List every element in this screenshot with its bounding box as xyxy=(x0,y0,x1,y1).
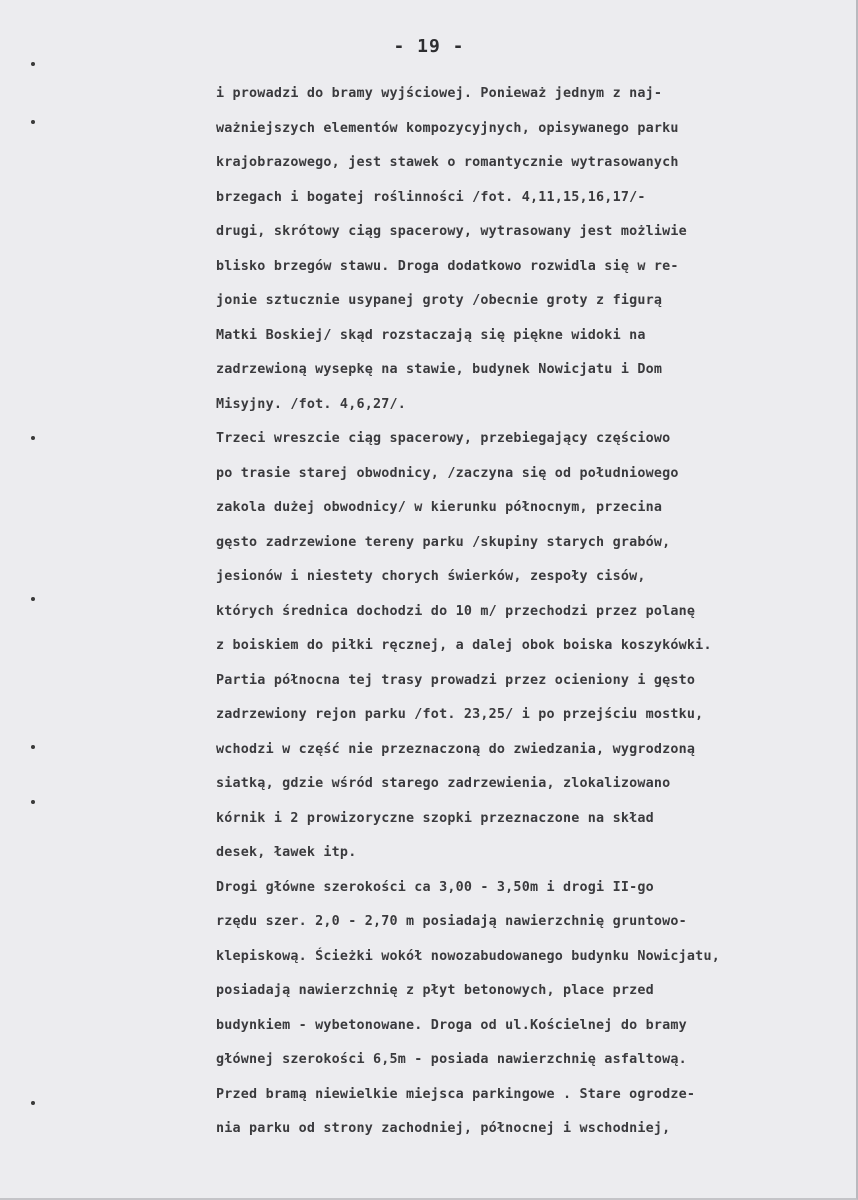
punch-mark xyxy=(31,597,35,601)
body-text xyxy=(216,77,816,1147)
text-line: wchodzi w część nie przeznaczoną do zwiedzania, wygrodzoną xyxy=(216,741,696,757)
punch-mark xyxy=(31,120,35,124)
text-line: blisko brzegów stawu. Droga dodatkowo rozwidla się w re- xyxy=(216,258,679,274)
text-line: jonie sztucznie usypanej groty /obecnie groty z figurą xyxy=(216,293,663,308)
text-line: klepiskową. Ścieżki wokół nowozabudowanego budynku Nowicjatu, xyxy=(216,948,720,964)
text-line: Drogi główne szerokości ca 3,00 - 3,50m i drogi II-go xyxy=(216,879,654,895)
punch-mark xyxy=(31,745,35,749)
punch-mark xyxy=(31,800,35,804)
punch-mark xyxy=(31,1101,35,1105)
text-line: głównej szerokości 6,5m - posiada nawierzchnię asfaltową. xyxy=(216,1052,687,1067)
text-line: Trzeci wreszcie ciąg spacerowy, przebiegający częściowo xyxy=(216,431,671,446)
text-line: zakola dużej obwodnicy/ w kierunku północnym, przecina xyxy=(216,500,663,515)
page-number: - 19 - xyxy=(393,36,465,57)
text-line: siatką, gdzie wśród starego zadrzewienia, zlokalizowano xyxy=(216,776,671,791)
text-line: ważniejszych elementów kompozycyjnych, opisywanego parku xyxy=(216,120,679,136)
text-line: drugi, skrótowy ciąg spacerowy, wytrasowany jest możliwie xyxy=(216,224,687,239)
text-line: jesionów i niestety chorych świerków, zespoły cisów, xyxy=(216,569,646,584)
text-line: nia parku od strony zachodniej, północnej i wschodniej, xyxy=(216,1121,671,1136)
text-line: zadrzewiony rejon parku /fot. 23,25/ i po przejściu mostku, xyxy=(216,707,704,722)
punch-mark xyxy=(31,436,35,440)
punch-mark xyxy=(31,62,35,66)
text-line: desek, ławek itp. xyxy=(216,845,357,860)
text-line: po trasie starej obwodnicy, /zaczyna się od południowego xyxy=(216,465,679,481)
text-line: budynkiem - wybetonowane. Droga od ul.Kościelnej do bramy xyxy=(216,1017,687,1033)
text-line: Matki Boskiej/ skąd rozstaczają się piękne widoki na xyxy=(216,327,646,343)
text-line: krajobrazowego, jest stawek o romantycznie wytrasowanych xyxy=(216,155,679,170)
text-line: zadrzewioną wysepkę na stawie, budynek Nowicjatu i Dom xyxy=(216,362,663,377)
text-line: rzędu szer. 2,0 - 2,70 m posiadają nawierzchnię gruntowo- xyxy=(216,914,687,929)
text-line: posiadają nawierzchnię z płyt betonowych, place przed xyxy=(216,983,654,998)
text-line: Partia północna tej trasy prowadzi przez ocieniony i gęsto xyxy=(216,672,696,688)
text-line: brzegach i bogatej roślinności /fot. 4,11,15,16,17/- xyxy=(216,189,646,205)
text-line: Misyjny. /fot. 4,6,27/. xyxy=(216,396,407,412)
text-line: i prowadzi do bramy wyjściowej. Ponieważ jednym z naj- xyxy=(216,86,663,101)
text-line: gęsto zadrzewione tereny parku /skupiny starych grabów, xyxy=(216,534,671,550)
text-line: z boiskiem do piłki ręcznej, a dalej obok boiska koszykówki. xyxy=(216,638,712,653)
text-line: których średnica dochodzi do 10 m/ przechodzi przez polanę xyxy=(216,603,696,619)
text-line: kórnik i 2 prowizoryczne szopki przeznaczone na skład xyxy=(216,810,654,826)
text-line: Przed bramą niewielkie miejsca parkingowe . Stare ogrodze- xyxy=(216,1086,696,1102)
